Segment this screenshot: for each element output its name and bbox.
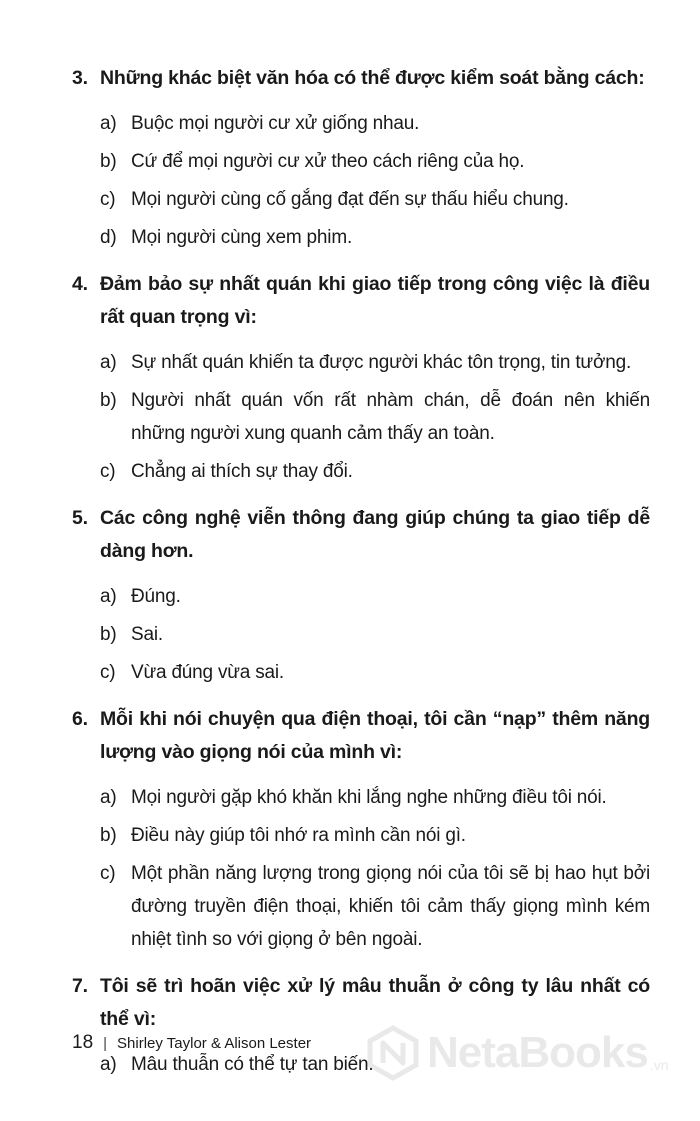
question-list xyxy=(72,62,650,1095)
option-b xyxy=(100,145,650,178)
option-list xyxy=(72,580,650,689)
option-c xyxy=(100,183,650,216)
question-heading xyxy=(72,502,650,568)
option-a xyxy=(100,580,650,613)
option-letter: a) xyxy=(100,787,117,808)
option-letter: c) xyxy=(100,461,116,482)
question-3 xyxy=(72,62,650,254)
question-text: Tôi sẽ trì hoãn việc xử lý mâu thuẫn ở công ty lâu nhất có thể vì: xyxy=(100,975,650,1030)
option-letter: b) xyxy=(100,390,117,411)
option-text: Mọi người cùng cố gắng đạt đến sự thấu hiểu chung. xyxy=(131,189,569,210)
question-text: Đảm bảo sự nhất quán khi giao tiếp trong công việc là điều rất quan trọng vì: xyxy=(100,273,650,328)
option-letter: c) xyxy=(100,662,116,683)
option-letter: d) xyxy=(100,227,117,248)
option-text: Vừa đúng vừa sai. xyxy=(131,662,285,683)
option-text: Buộc mọi người cư xử giống nhau. xyxy=(131,113,420,134)
n-logo-icon xyxy=(365,1025,421,1081)
question-number: 3. xyxy=(72,67,88,89)
question-number: 6. xyxy=(72,708,88,730)
option-letter: b) xyxy=(100,624,117,645)
question-number: 7. xyxy=(72,975,88,997)
option-text: Sai. xyxy=(131,624,163,645)
option-letter: c) xyxy=(100,863,116,884)
option-letter: a) xyxy=(100,352,117,373)
option-letter: a) xyxy=(100,1054,117,1075)
question-4 xyxy=(72,268,650,488)
question-heading xyxy=(72,268,650,334)
option-c xyxy=(100,455,650,488)
option-text: Người nhất quán vốn rất nhàm chán, dễ đoán nên khiến những người xung quanh cảm thấy an toàn. xyxy=(131,390,650,444)
question-5 xyxy=(72,502,650,689)
option-text: Mọi người cùng xem phim. xyxy=(131,227,353,248)
option-text: Mâu thuẫn có thể tự tan biến. xyxy=(131,1054,374,1075)
option-letter: a) xyxy=(100,113,117,134)
option-d xyxy=(100,221,650,254)
watermark-suffix: .vn xyxy=(649,1057,669,1073)
option-text: Chẳng ai thích sự thay đổi. xyxy=(131,461,353,482)
footer-authors: Shirley Taylor & Alison Lester xyxy=(117,1035,312,1052)
option-c xyxy=(100,857,650,956)
option-letter: b) xyxy=(100,151,117,172)
option-b xyxy=(100,819,650,852)
option-list xyxy=(72,781,650,956)
page-number: 18 xyxy=(72,1032,94,1053)
option-c xyxy=(100,656,650,689)
option-text: Một phần năng lượng trong giọng nói của tôi sẽ bị hao hụt bởi đường truyền điện thoại, khiến tôi cảm thấy giọng mình kém nhiệt tình so với giọng ở bên ngoài. xyxy=(131,863,650,950)
question-number: 5. xyxy=(72,507,88,529)
footer-separator: | xyxy=(103,1035,108,1052)
option-b xyxy=(100,618,650,651)
option-text: Cứ để mọi người cư xử theo cách riêng của họ. xyxy=(131,151,525,172)
option-b xyxy=(100,384,650,450)
question-6 xyxy=(72,703,650,956)
question-heading xyxy=(72,62,650,95)
option-text: Điều này giúp tôi nhớ ra mình cần nói gì. xyxy=(131,825,466,846)
option-letter: a) xyxy=(100,586,117,607)
option-list xyxy=(72,346,650,488)
option-letter: b) xyxy=(100,825,117,846)
option-list xyxy=(72,107,650,254)
option-a xyxy=(100,107,650,140)
option-a xyxy=(100,346,650,379)
option-text: Đúng. xyxy=(131,586,181,607)
page-footer xyxy=(72,1032,311,1054)
question-text: Mỗi khi nói chuyện qua điện thoại, tôi cần “nạp” thêm năng lượng vào giọng nói của mình vì: xyxy=(100,708,650,763)
watermark-brand: NetaBooks xyxy=(427,1028,648,1077)
question-heading xyxy=(72,703,650,769)
question-text: Những khác biệt văn hóa có thể được kiểm soát bằng cách: xyxy=(100,67,645,89)
watermark xyxy=(365,1025,669,1081)
option-text: Mọi người gặp khó khăn khi lắng nghe những điều tôi nói. xyxy=(131,787,607,808)
option-a xyxy=(100,781,650,814)
option-letter: c) xyxy=(100,189,116,210)
question-number: 4. xyxy=(72,273,88,295)
question-text: Các công nghệ viễn thông đang giúp chúng ta giao tiếp dễ dàng hơn. xyxy=(100,507,650,562)
option-text: Sự nhất quán khiến ta được người khác tôn trọng, tin tưởng. xyxy=(131,352,632,373)
